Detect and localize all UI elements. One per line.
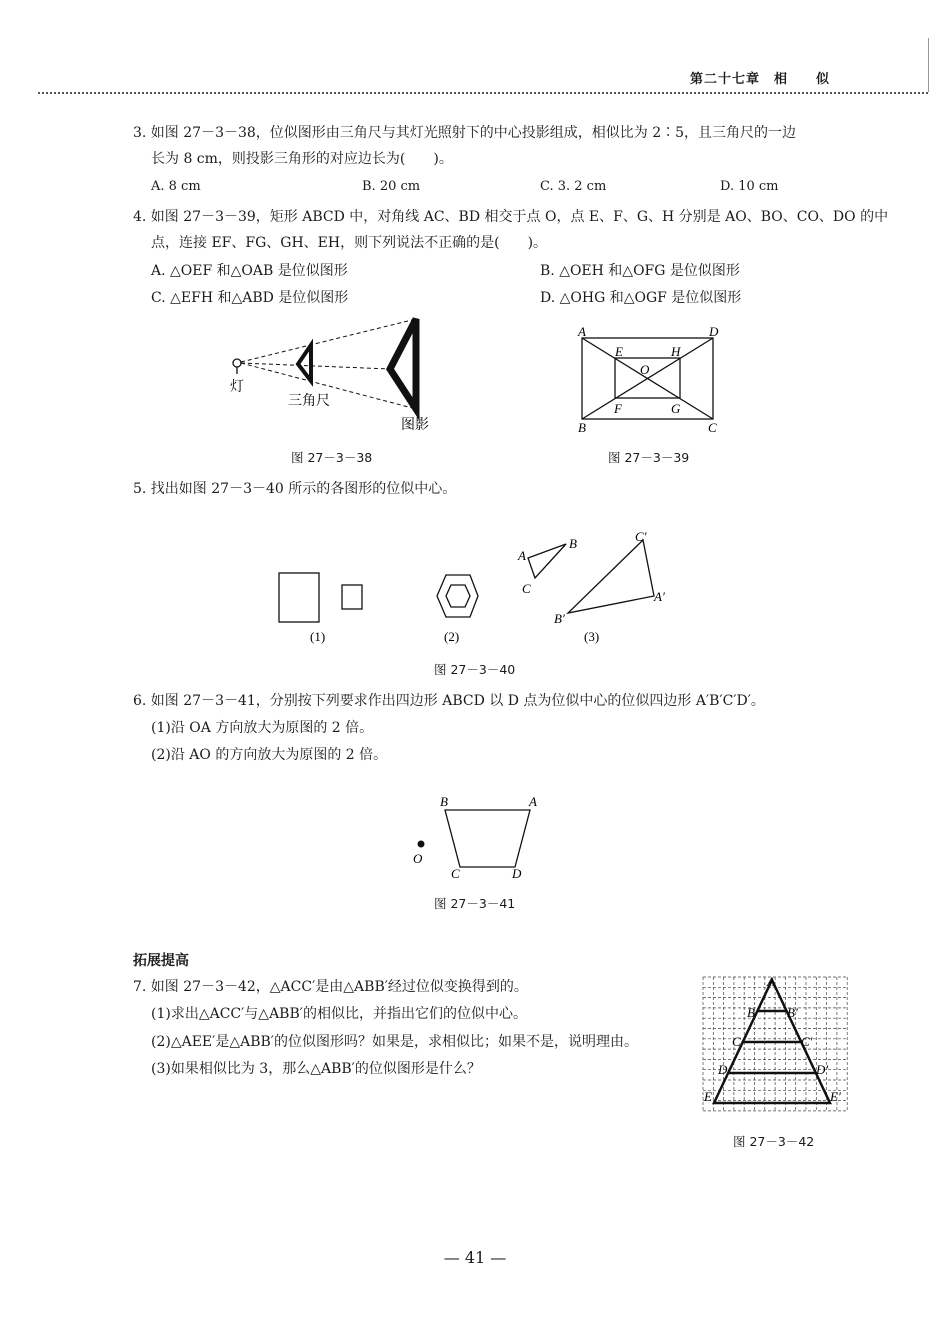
caption-27-3-40: 图 27－3－40: [434, 662, 516, 677]
label-A: A: [529, 794, 537, 809]
inner-hexagon: [446, 585, 470, 607]
caption-27-3-39: 图 27－3－39: [608, 450, 690, 465]
q4-option-d: D. △OHG 和△OGF 是位似图形: [540, 290, 742, 306]
figure-27-3-38: [220, 312, 450, 437]
chapter-header: 第二十七章 相 似: [690, 72, 831, 87]
sub-label-1: (1): [310, 629, 326, 644]
q4-option-b: B. △OEH 和△OFG 是位似图形: [540, 263, 740, 279]
figure-27-3-39: [570, 320, 730, 438]
page-number: — 41 —: [443, 1248, 507, 1267]
q4-option-a: A. △OEF 和△OAB 是位似图形: [151, 263, 348, 279]
label-G: G: [671, 401, 681, 416]
label-C: C: [451, 866, 460, 881]
section-title: 拓展提高: [133, 953, 189, 969]
figure-27-3-41: [405, 792, 555, 884]
q3-option-a: A. 8 cm: [151, 179, 201, 194]
q7-line1: 7. 如图 27－3－42，△ACC′是由△ABB′经过位似变换得到的。: [133, 979, 528, 995]
label-B: B: [569, 536, 577, 551]
label-C-prime: C′: [635, 529, 647, 544]
label-E: E: [615, 344, 623, 359]
sub-label-2: (2): [444, 629, 460, 644]
large-triangle: [568, 540, 654, 613]
triangle-ruler: [298, 345, 311, 381]
q4-line1: 4. 如图 27－3－39，矩形 ABCD 中，对角线 AC、BD 相交于点 O，点 E、F、G、H 分别是 AO、BO、CO、DO 的中: [133, 209, 889, 225]
q3-option-d: D. 10 cm: [720, 179, 779, 194]
header-edge: [928, 38, 929, 92]
label-O: O: [413, 851, 423, 866]
q3-line1: 3. 如图 27－3－38，位似图形由三角尺与其灯光照射下的中心投影组成，相似比为 2∶5，且三角尺的一边: [133, 125, 797, 141]
caption-27-3-42: 图 27－3－42: [733, 1134, 815, 1149]
label-D: D: [709, 324, 719, 339]
q7-part1: (1)求出△ACC′与△ABB′的相似比，并指出它们的位似中心。: [151, 1006, 527, 1022]
label-O: O: [640, 362, 650, 377]
label-A-prime: A′: [654, 589, 665, 604]
q3-option-c: C. 3. 2 cm: [540, 179, 607, 194]
shadow-triangle: [390, 319, 416, 409]
label-D-prime: D′: [816, 1062, 829, 1077]
ruler-label: 三角尺: [288, 394, 330, 409]
label-C: C: [708, 420, 717, 435]
figure-27-3-42: [700, 974, 850, 1114]
q5-line1: 5. 找出如图 27－3－40 所示的各图形的位似中心。: [133, 481, 457, 497]
label-C-prime: C′: [801, 1034, 813, 1049]
q7-part3: (3)如果相似比为 3，那么△ABB′的位似图形是什么？: [151, 1061, 481, 1077]
q6-part1: (1)沿 OA 方向放大为原图的 2 倍。: [151, 720, 374, 736]
q3-option-b: B. 20 cm: [362, 179, 421, 194]
label-A: A: [578, 324, 586, 339]
label-D: D: [718, 1062, 728, 1077]
label-A: A: [767, 974, 775, 989]
quadrilateral-ABCD: [445, 810, 530, 867]
header-rule: [38, 92, 928, 94]
caption-27-3-41: 图 27－3－41: [434, 896, 516, 911]
label-B: B: [747, 1005, 755, 1020]
q4-option-c: C. △EFH 和△ABD 是位似图形: [151, 290, 349, 306]
label-D: D: [512, 866, 522, 881]
q6-line1: 6. 如图 27－3－41，分别按下列要求作出四边形 ABCD 以 D 点为位似中心的位似四边形 A′B′C′D′。: [133, 693, 765, 709]
figure-27-3-40: [270, 525, 690, 650]
q4-line2: 点，连接 EF、FG、GH、EH，则下列说法不正确的是( )。: [151, 235, 548, 251]
label-A: A: [518, 548, 526, 563]
lamp-label: 灯: [230, 380, 244, 395]
label-F: F: [614, 401, 622, 416]
point-O: [418, 841, 425, 848]
label-H: H: [671, 344, 681, 359]
label-B: B: [578, 420, 586, 435]
small-triangle: [528, 544, 566, 578]
lamp-icon: [233, 359, 241, 367]
sub-label-3: (3): [584, 629, 600, 644]
q6-part2: (2)沿 AO 的方向放大为原图的 2 倍。: [151, 747, 388, 763]
q3-line2: 长为 8 cm，则投影三角形的对应边长为( )。: [151, 151, 453, 167]
label-C: C: [732, 1034, 741, 1049]
label-E-prime: E′: [830, 1089, 841, 1104]
small-square: [342, 585, 362, 609]
label-B: B: [440, 794, 448, 809]
label-C: C: [522, 581, 531, 596]
q7-part2: (2)△AEE′是△ABB′的位似图形吗？如果是，求相似比；如果不是，说明理由。: [151, 1034, 638, 1050]
caption-27-3-38: 图 27－3－38: [291, 450, 373, 465]
label-E: E: [704, 1089, 712, 1104]
outer-hexagon: [437, 575, 478, 617]
large-square: [279, 573, 319, 622]
label-B-prime: B′: [554, 611, 565, 626]
label-B-prime: B′: [787, 1005, 798, 1020]
shadow-label: 图影: [401, 418, 429, 433]
